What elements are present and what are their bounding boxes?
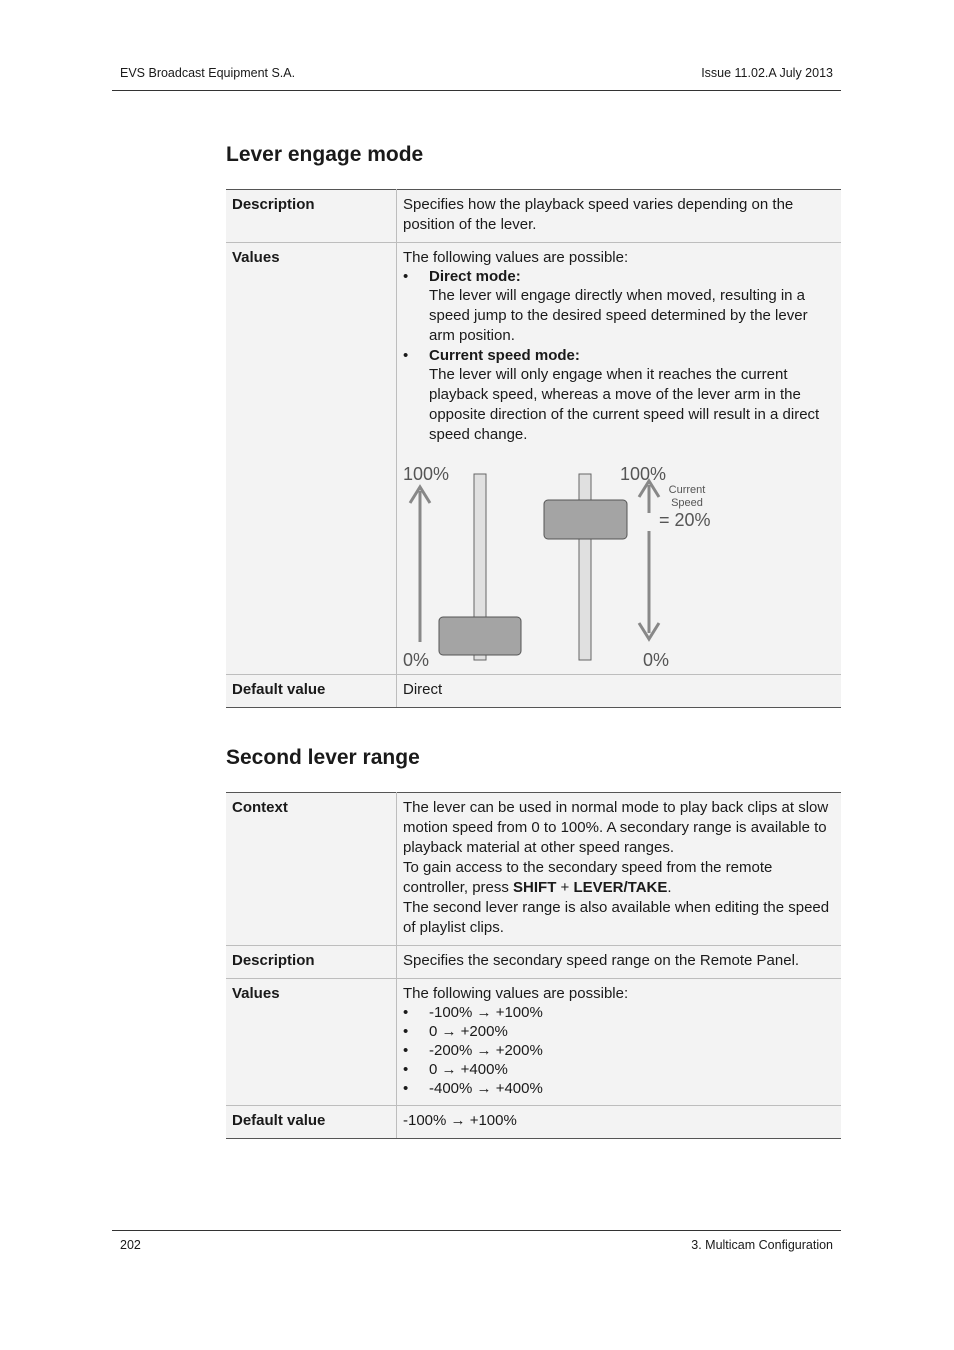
row-label: Values <box>226 979 397 1106</box>
row-label: Values <box>226 243 397 675</box>
section-title-lever-engage: Lever engage mode <box>226 143 424 166</box>
context-p2 <box>403 858 835 898</box>
table-row <box>226 190 841 243</box>
values-intro: The following values are possible: <box>403 249 629 266</box>
list-item: • -100% → +100% <box>403 1003 835 1022</box>
row-label: Context <box>226 793 397 946</box>
table-row <box>226 675 841 708</box>
values-list <box>403 1003 835 1098</box>
right-bottom-label: 0% <box>643 650 670 667</box>
list-item: • -400% → +400% <box>403 1079 835 1098</box>
list-item: • -200% → +200% <box>403 1041 835 1060</box>
context-p2-prefix: To gain access to the secondary speed from the remote controller, press <box>403 859 773 896</box>
lever-diagram <box>403 457 733 667</box>
right-top-label: 100% <box>620 464 667 484</box>
list-item <box>403 346 835 445</box>
page-number: 202 <box>120 1238 141 1252</box>
table-row <box>226 793 841 946</box>
row-value: Specifies the secondary speed range on the Remote Panel. <box>397 946 842 979</box>
row-value: -100% → +100% <box>397 1106 842 1139</box>
footer-section: 3. Multicam Configuration <box>691 1238 833 1252</box>
item-name: • Direct mode: <box>429 268 521 285</box>
row-value <box>397 979 842 1106</box>
section-title-second-lever: Second lever range <box>226 746 420 769</box>
item-name: • Current speed mode: <box>429 347 580 364</box>
list-item: • 0 → +400% <box>403 1060 835 1079</box>
row-label: Default value <box>226 1106 397 1139</box>
context-p2-suffix: . <box>667 879 672 896</box>
left-lever-knob <box>439 617 521 655</box>
row-value: Direct <box>397 675 842 708</box>
row-value <box>397 793 842 946</box>
plus-sign: + <box>556 879 574 896</box>
header-divider <box>112 90 841 91</box>
header-company: EVS Broadcast Equipment S.A. <box>120 66 296 80</box>
values-intro: The following values are possible: <box>403 985 629 1002</box>
row-value <box>397 243 842 675</box>
context-p1: The lever can be used in normal mode to play back clips at slow motion speed from 0 to 100%. A secondary range is available to playback material at other speed ranges. <box>403 799 829 856</box>
context-p3: The second lever range is also available when editing the speed of playlist clips. <box>403 899 830 936</box>
current-value-label: = 20% <box>659 510 711 530</box>
key-shift: SHIFT <box>513 879 557 896</box>
left-bottom-label: 0% <box>403 650 430 667</box>
table-row <box>226 946 841 979</box>
second-lever-table <box>226 792 841 1139</box>
row-label: Description <box>226 946 397 979</box>
table-row <box>226 1106 841 1139</box>
current-label-2: Speed <box>671 497 703 509</box>
right-lever-knob <box>544 500 627 539</box>
header-issue: Issue 11.02.A July 2013 <box>701 66 833 80</box>
row-label: Description <box>226 190 397 243</box>
table-row <box>226 243 841 675</box>
values-list <box>403 267 835 445</box>
table-row <box>226 979 841 1106</box>
row-value: Specifies how the playback speed varies depending on the position of the lever. <box>397 190 842 243</box>
item-text: The lever will only engage when it reaches the current playback speed, whereas a move of the lever arm in the opposite direction of the current speed will result in a direct speed change. <box>429 366 820 443</box>
current-label-1: Current <box>668 484 706 496</box>
key-lever-take: LEVER/TAKE <box>573 879 668 896</box>
list-item <box>403 267 835 346</box>
footer-divider <box>112 1230 841 1231</box>
lever-engage-table <box>226 189 841 708</box>
row-label: Default value <box>226 675 397 708</box>
list-item: • 0 → +200% <box>403 1022 835 1041</box>
left-top-label: 100% <box>403 464 450 484</box>
item-text: The lever will engage directly when moved, resulting in a speed jump to the desired speed determined by the lever arm position. <box>429 287 808 344</box>
